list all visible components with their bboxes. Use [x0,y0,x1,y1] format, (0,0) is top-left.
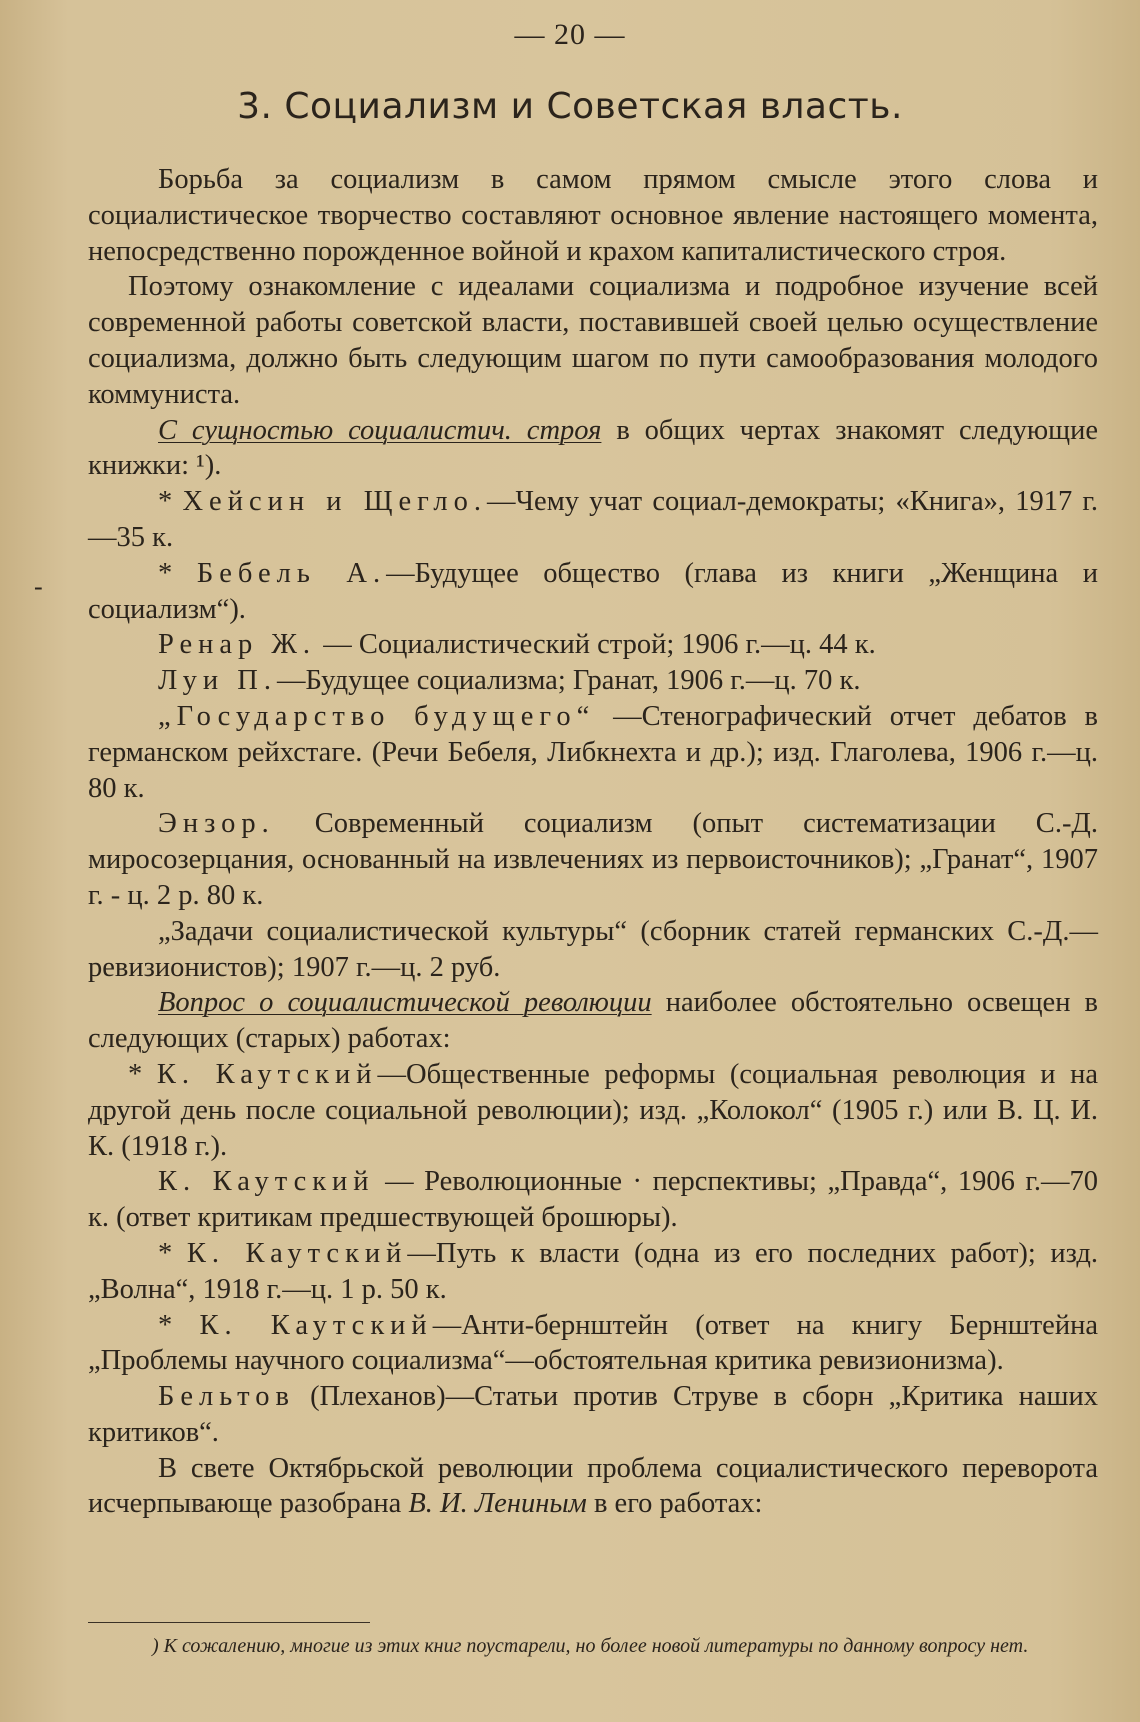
entry-author: К. Каутский [156,1058,378,1090]
bibliography-entry [88,1308,1098,1380]
asterisk-mark: * [158,1237,187,1269]
bibliography-entry [88,806,1098,913]
entry-text: —Путь к власти (одна из его последних работ); изд. „Волна“, 1918 г.—ц. 1 р. 50 к. [88,1237,1098,1305]
entry-text: — Революционные · перспективы; „Правда“, 1906 г.—70 к. (ответ критикам предшествующей брошюры). [88,1166,1098,1234]
entry-text: — Социалистический строй; 1906 г.—ц. 44 к. [316,629,876,661]
asterisk-mark: * [158,557,197,589]
footnote [88,1634,1088,1659]
paragraph-2: Поэтому ознакомление с идеалами социализма и подробное изучение всей современной работы советской власти, поставившей своей целью осуществление социализма, должно быть следующим шагом по пути самообразования молодого коммуниста. [88,271,1098,410]
asterisk-mark: * [158,486,183,518]
footnote-divider [88,1622,370,1623]
bibliography-entry [88,484,1098,556]
body-text [88,162,1098,1522]
bibliography-entry [88,1164,1098,1236]
entry-author: Хейсин и Щегло. [182,486,488,518]
emphasis: Вопрос о социалистической революции [158,987,652,1019]
entry-author: К. Каутский [158,1166,375,1198]
entry-author: Энзор. [158,808,275,840]
entry-text: —Общественные реформы (социальная революция и на другой день после социальной революции); изд. „Колокол“ (1905 г.) или В. Ц. И. К. (1918 г.). [88,1058,1099,1162]
bibliography-entry [88,627,1098,663]
asterisk-mark: * [128,1058,157,1090]
entry-text: —Будущее социализма; Гранат, 1906 г.—ц. 70 к. [276,665,861,697]
page-number: — 20 — [514,18,626,51]
entry-author: Ренар Ж. [158,629,317,661]
paragraph-5-text: В свете Октябрьской революции проблема социалистического переворота исчерпывающе разобрана [88,1452,1098,1520]
bibliography-entry [88,1379,1098,1451]
bibliography-entry [88,1057,1098,1164]
paragraph-4-text: наиболее обстоятельно освещен в следующих (старых) работах: [88,987,1098,1055]
emphasis: В. И. Лениным [408,1488,587,1520]
bibliography-entry [88,663,1098,699]
bibliography-entry [88,556,1098,628]
section-heading: 3. Социализм и Советская власть. [237,86,903,127]
bibliography-entry [88,1236,1098,1308]
paragraph-1: Борьба за социализм в самом прямом смысле этого слова и социалистическое творчество составляют основное явление настоящего момента, непосредственно порожденное войной и крахом капиталистического строя. [88,164,1098,267]
entry-text: —Будущее общество (глава из книги „Женщина и социализм“). [88,557,1098,625]
margin-mark: - [34,572,43,601]
entry-text: —Чему учат социал-демократы; «Книга», 1917 г.—35 к. [88,486,1099,553]
bibliography-entry: „Задачи социалистической культуры“ (сборник статей германских С.-Д.—ревизионистов); 1907 г.—ц. 2 руб. [88,915,1098,983]
entry-author: Бебель А. [196,557,387,589]
asterisk-mark: * [158,1309,200,1341]
paragraph-3 [88,413,1098,485]
entry-text: Современный социализм (опыт систематизации С.-Д. миросозерцания, основанный на извлечениях из первоисточников); „Гранат“, 1907 г. - ц. 2 р. 80 к. [88,808,1098,911]
entry-author: Бельтов [158,1381,295,1413]
entry-author: Луи П. [158,665,277,697]
footnote-text: ) К сожалению, многие из этих книг поустарели, но более новой литературы по данному вопросу нет. [152,1635,1029,1657]
entry-author: К. Каутский [199,1309,433,1341]
paragraph-4 [88,985,1098,1057]
paragraph-5 [88,1451,1098,1523]
entry-text: —Стенографический отчет дебатов в германском рейхстаге. (Речи Бебеля, Либкнехта и др.); изд. Глаголева, 1906 г.—ц. 80 к. [88,700,1098,804]
emphasis: С сущностью социалистич. строя [158,414,602,446]
entry-author: „Государство будущего“ [158,700,596,732]
paragraph-3-text: в общих чертах знакомят следующие книжки: ¹). [88,414,1098,482]
bibliography-entry [88,699,1098,806]
entry-text: (Плеханов)—Статьи против Струве в сборн „Критика наших критиков“. [88,1381,1098,1448]
entry-author: К. Каутский [186,1237,408,1269]
entry-text: —Анти-бернштейн (ответ на книгу Бернштейна „Проблемы научного социализма“—обстоятельная критика ревизионизма). [88,1309,1098,1377]
paragraph-5-end: в его работах: [586,1488,763,1520]
